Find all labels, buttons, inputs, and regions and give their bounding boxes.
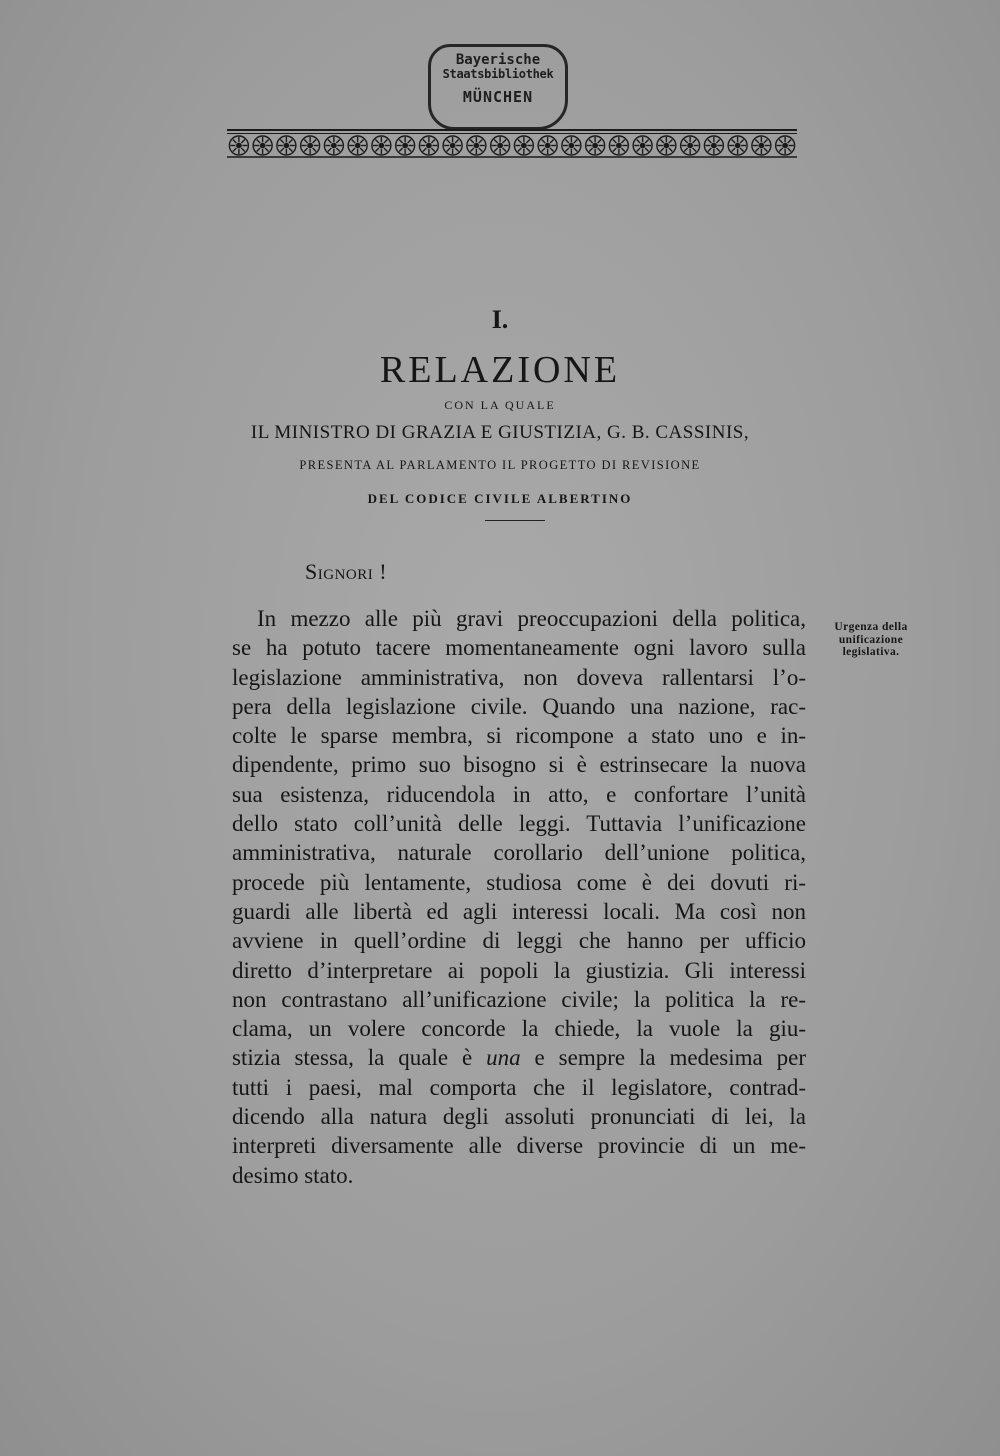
margin-note-line-3: legislativa. bbox=[842, 646, 900, 658]
divider-rule bbox=[485, 520, 545, 521]
library-stamp bbox=[428, 44, 568, 130]
body-line: interpreti diversamente alle diverse provincie di un me- bbox=[232, 1133, 806, 1159]
stamp-line-2: Staatsbibliothek bbox=[442, 66, 554, 81]
body-line: pera della legislazione civile. Quando una nazione, rac- bbox=[232, 693, 806, 719]
body-line: clama, un volere concorde la chiede, la vuole la giu- bbox=[232, 1016, 806, 1042]
body-line: dicendo alla natura degli assoluti pronunciati di lei, la bbox=[232, 1104, 806, 1130]
margin-note-line-2: unificazione bbox=[838, 633, 904, 646]
subtitle-line-1: CON LA QUALE bbox=[444, 398, 556, 412]
italic-word: una bbox=[486, 1045, 521, 1071]
body-line: In mezzo alle più gravi preoccupazioni della politica, bbox=[257, 606, 806, 631]
body-line-16-end: e sempre la medesima per bbox=[534, 1045, 807, 1071]
margin-note-line-1: Urgenza della bbox=[834, 621, 908, 633]
subtitle-line-3: PRESENTA AL PARLAMENTO IL PROGETTO DI REVISIONE bbox=[299, 458, 701, 472]
body-text bbox=[232, 604, 806, 1190]
body-line: dello stato coll’unità delle leggi. Tuttavia l’unificazione bbox=[232, 811, 806, 837]
body-line: non contrastano all’unificazione civile; la politica la re- bbox=[232, 986, 806, 1012]
body-line: dipendente, primo suo bisogno si è estrinsecare la nuova bbox=[232, 752, 806, 778]
body-line: se ha potuto tacere momentaneamente ogni lavoro sulla bbox=[232, 635, 806, 661]
margin-note bbox=[816, 621, 926, 659]
body-line-with-italic bbox=[232, 1043, 806, 1072]
chapter-number: I. bbox=[491, 305, 509, 334]
body-line: guardi alle libertà ed agli interessi locali. Ma così non bbox=[232, 898, 806, 924]
body-line: avviene in quell’ordine di leggi che hanno per ufficio bbox=[232, 928, 806, 954]
subtitle-line-4: DEL CODICE CIVILE ALBERTINO bbox=[367, 491, 633, 506]
subtitle-line-2: IL MINISTRO DI GRAZIA E GIUSTIZIA, G. B. CASSINIS, bbox=[250, 422, 750, 443]
decorative-border-ornament bbox=[227, 128, 797, 160]
body-line: sua esistenza, riducendola in atto, e confortare l’unità bbox=[232, 781, 806, 807]
body-line: colte le sparse membra, si ricompone a stato uno e in- bbox=[232, 723, 806, 749]
stamp-line-3: MÜNCHEN bbox=[462, 88, 534, 107]
body-line: legislazione amministrativa, non doveva rallentarsi l’o- bbox=[232, 664, 806, 690]
body-line: amministrativa, naturale corollario dell’unione politica, bbox=[232, 840, 806, 866]
body-line-16-start: stizia stessa, la quale è bbox=[232, 1045, 473, 1071]
stamp-line-1: Bayerische bbox=[455, 52, 541, 68]
salutation: Signori ! bbox=[305, 559, 388, 584]
body-line: desimo stato. bbox=[232, 1162, 354, 1188]
body-line: tutti i paesi, mal comporta che il legislatore, contrad- bbox=[232, 1074, 806, 1100]
document-title: RELAZIONE bbox=[379, 349, 621, 391]
body-line: procede più lentamente, studiosa come è dei dovuti ri- bbox=[232, 869, 806, 895]
body-line: diretto d’interpretare ai popoli la giustizia. Gli interessi bbox=[232, 957, 806, 983]
